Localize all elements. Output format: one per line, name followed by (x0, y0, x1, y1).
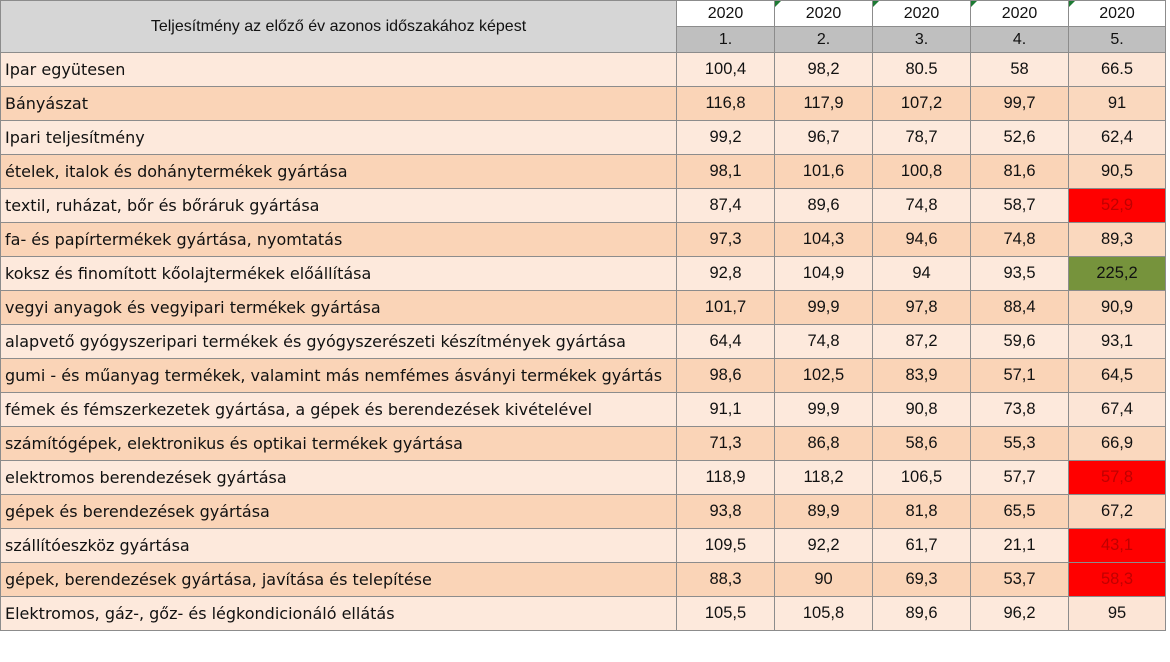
value-cell[interactable]: 80.5 (873, 53, 971, 87)
year-cell[interactable]: 2020 (677, 1, 775, 27)
value-cell[interactable]: 58,7 (971, 189, 1069, 223)
value-cell[interactable]: 64,4 (677, 325, 775, 359)
table-row (1, 393, 1166, 427)
value-cell[interactable]: 93,5 (971, 257, 1069, 291)
value-cell[interactable]: 83,9 (873, 359, 971, 393)
value-cell[interactable]: 74,8 (971, 223, 1069, 257)
value-cell[interactable]: 43,1 (1069, 529, 1166, 563)
period-cell[interactable]: 3. (873, 27, 971, 53)
value-cell[interactable]: 87,2 (873, 325, 971, 359)
value-cell[interactable]: 81,8 (873, 495, 971, 529)
value-cell[interactable]: 64,5 (1069, 359, 1166, 393)
value-cell[interactable]: 90,5 (1069, 155, 1166, 189)
row-label-cell[interactable]: ételek, italok és dohánytermékek gyártása (1, 155, 677, 189)
table-row (1, 189, 1166, 223)
value-cell[interactable]: 61,7 (873, 529, 971, 563)
year-cell[interactable] (971, 1, 1069, 27)
cell-comment-indicator-icon (873, 1, 879, 7)
value-cell[interactable]: 67,4 (1069, 393, 1166, 427)
value-cell[interactable]: 98,1 (677, 155, 775, 189)
value-cell[interactable]: 86,8 (775, 427, 873, 461)
value-cell[interactable]: 98,6 (677, 359, 775, 393)
value-cell[interactable]: 62,4 (1069, 121, 1166, 155)
table-row (1, 325, 1166, 359)
value-cell[interactable]: 92,2 (775, 529, 873, 563)
value-cell[interactable]: 99,9 (775, 393, 873, 427)
value-cell[interactable]: 100,4 (677, 53, 775, 87)
period-cell[interactable]: 2. (775, 27, 873, 53)
value-cell[interactable]: 91 (1069, 87, 1166, 121)
value-cell[interactable]: 91,1 (677, 393, 775, 427)
value-cell[interactable]: 21,1 (971, 529, 1069, 563)
table-row (1, 155, 1166, 189)
value-cell[interactable]: 58,3 (1069, 563, 1166, 597)
value-cell[interactable]: 74,8 (775, 325, 873, 359)
value-cell[interactable]: 225,2 (1069, 257, 1166, 291)
value-cell[interactable]: 73,8 (971, 393, 1069, 427)
value-cell[interactable]: 90,8 (873, 393, 971, 427)
value-cell[interactable]: 66,9 (1069, 427, 1166, 461)
row-label-cell[interactable]: fémek és fémszerkezetek gyártása, a gépek és berendezések kivételével (1, 393, 677, 427)
value-cell[interactable]: 94 (873, 257, 971, 291)
table-row (1, 223, 1166, 257)
value-cell[interactable]: 87,4 (677, 189, 775, 223)
value-cell[interactable]: 66.5 (1069, 53, 1166, 87)
table-row (1, 495, 1166, 529)
value-cell[interactable]: 106,5 (873, 461, 971, 495)
row-label-cell[interactable]: elektromos berendezések gyártása (1, 461, 677, 495)
value-cell[interactable]: 71,3 (677, 427, 775, 461)
table-row (1, 461, 1166, 495)
value-cell[interactable]: 59,6 (971, 325, 1069, 359)
value-cell[interactable]: 96,7 (775, 121, 873, 155)
value-cell[interactable]: 96,2 (971, 597, 1069, 631)
cell-comment-indicator-icon (1069, 1, 1075, 7)
period-cell[interactable]: 1. (677, 27, 775, 53)
value-cell[interactable]: 93,1 (1069, 325, 1166, 359)
row-label-cell[interactable]: Elektromos, gáz-, gőz- és légkondicionáló ellátás (1, 597, 677, 631)
value-cell[interactable]: 99,7 (971, 87, 1069, 121)
value-cell[interactable]: 92,8 (677, 257, 775, 291)
value-cell[interactable]: 58 (971, 53, 1069, 87)
value-cell[interactable]: 65,5 (971, 495, 1069, 529)
period-cell[interactable]: 4. (971, 27, 1069, 53)
value-cell[interactable]: 67,2 (1069, 495, 1166, 529)
value-cell[interactable]: 78,7 (873, 121, 971, 155)
value-cell[interactable]: 53,7 (971, 563, 1069, 597)
value-cell[interactable]: 89,3 (1069, 223, 1166, 257)
value-cell[interactable]: 99,9 (775, 291, 873, 325)
table-row (1, 359, 1166, 393)
row-label-cell[interactable]: alapvető gyógyszeripari termékek és gyógyszerészeti készítmények gyártása (1, 325, 677, 359)
value-cell[interactable]: 94,6 (873, 223, 971, 257)
row-label-cell[interactable]: koksz és finomított kőolajtermékek előállítása (1, 257, 677, 291)
value-cell[interactable]: 89,9 (775, 495, 873, 529)
table-row (1, 257, 1166, 291)
table-row (1, 563, 1166, 597)
value-cell[interactable]: 117,9 (775, 87, 873, 121)
row-label-cell[interactable]: Ipari teljesítmény (1, 121, 677, 155)
value-cell[interactable]: 101,6 (775, 155, 873, 189)
value-cell[interactable]: 105,5 (677, 597, 775, 631)
value-cell[interactable]: 95 (1069, 597, 1166, 631)
table-row (1, 427, 1166, 461)
value-cell[interactable]: 81,6 (971, 155, 1069, 189)
value-cell[interactable]: 118,9 (677, 461, 775, 495)
table-row (1, 53, 1166, 87)
value-cell[interactable]: 89,6 (873, 597, 971, 631)
row-label-cell[interactable]: gumi - és műanyag termékek, valamint más nemfémes ásványi termékek gyártás (1, 359, 677, 393)
value-cell[interactable]: 57,1 (971, 359, 1069, 393)
value-cell[interactable]: 97,3 (677, 223, 775, 257)
row-label-cell[interactable]: Bányászat (1, 87, 677, 121)
value-cell[interactable]: 90,9 (1069, 291, 1166, 325)
row-label-cell[interactable]: gépek és berendezések gyártása (1, 495, 677, 529)
row-label-cell[interactable]: textil, ruházat, bőr és bőráruk gyártása (1, 189, 677, 223)
value-cell[interactable]: 104,9 (775, 257, 873, 291)
cell-comment-indicator-icon (775, 1, 781, 7)
value-cell[interactable]: 98,2 (775, 53, 873, 87)
year-value: 2020 (903, 4, 940, 22)
year-value: 2020 (1001, 4, 1038, 22)
row-label-cell[interactable]: gépek, berendezések gyártása, javítása és telepítése (1, 563, 677, 597)
value-cell[interactable]: 101,7 (677, 291, 775, 325)
table-title[interactable]: Teljesítmény az előző év azonos időszakához képest (1, 1, 677, 53)
value-cell[interactable]: 69,3 (873, 563, 971, 597)
row-label-cell[interactable]: számítógépek, elektronikus és optikai termékek gyártása (1, 427, 677, 461)
value-cell[interactable]: 118,2 (775, 461, 873, 495)
year-value: 2020 (805, 4, 842, 22)
value-cell[interactable]: 88,3 (677, 563, 775, 597)
value-cell[interactable]: 74,8 (873, 189, 971, 223)
value-cell[interactable]: 100,8 (873, 155, 971, 189)
value-cell[interactable]: 97,8 (873, 291, 971, 325)
row-label-cell[interactable]: szállítóeszköz gyártása (1, 529, 677, 563)
year-value: 2020 (1099, 4, 1135, 22)
value-cell[interactable]: 99,2 (677, 121, 775, 155)
value-cell[interactable]: 109,5 (677, 529, 775, 563)
row-label-cell[interactable]: Ipar együtesen (1, 53, 677, 87)
value-cell[interactable]: 93,8 (677, 495, 775, 529)
table-row (1, 121, 1166, 155)
value-cell[interactable]: 57,8 (1069, 461, 1166, 495)
value-cell[interactable]: 52,6 (971, 121, 1069, 155)
table-row (1, 291, 1166, 325)
cell-comment-indicator-icon (971, 1, 977, 7)
value-cell[interactable]: 107,2 (873, 87, 971, 121)
value-cell[interactable]: 89,6 (775, 189, 873, 223)
table-row (1, 597, 1166, 631)
value-cell[interactable]: 55,3 (971, 427, 1069, 461)
value-cell[interactable]: 57,7 (971, 461, 1069, 495)
year-cell[interactable] (873, 1, 971, 27)
row-label-cell[interactable]: fa- és papírtermékek gyártása, nyomtatás (1, 223, 677, 257)
value-cell[interactable]: 116,8 (677, 87, 775, 121)
value-cell[interactable]: 104,3 (775, 223, 873, 257)
value-cell[interactable]: 90 (775, 563, 873, 597)
value-cell[interactable]: 52,9 (1069, 189, 1166, 223)
header-row-years (1, 1, 1166, 27)
value-cell[interactable]: 88,4 (971, 291, 1069, 325)
year-cell[interactable] (775, 1, 873, 27)
year-cell[interactable] (1069, 1, 1166, 27)
table-row (1, 529, 1166, 563)
period-cell[interactable]: 5. (1069, 27, 1166, 53)
table-row (1, 87, 1166, 121)
value-cell[interactable]: 102,5 (775, 359, 873, 393)
value-cell[interactable]: 105,8 (775, 597, 873, 631)
row-label-cell[interactable]: vegyi anyagok és vegyipari termékek gyártása (1, 291, 677, 325)
value-cell[interactable]: 58,6 (873, 427, 971, 461)
